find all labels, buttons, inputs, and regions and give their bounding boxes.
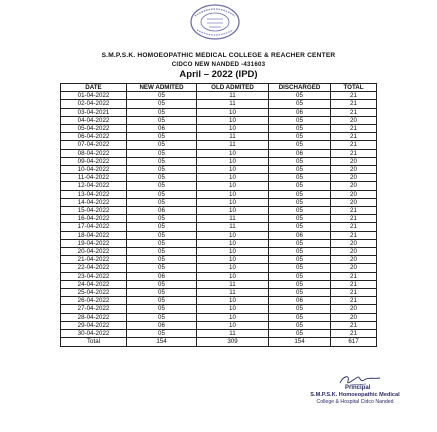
cell-discharged: 05 <box>269 313 331 321</box>
cell-total: 20 <box>331 182 377 190</box>
total-cell-new-admited: 154 <box>127 338 197 346</box>
cell-discharged: 06 <box>269 149 331 157</box>
cell-old-admited: 10 <box>197 207 269 215</box>
cell-total: 20 <box>331 256 377 264</box>
cell-new-admited: 05 <box>127 100 197 108</box>
column-header-discharged: DISCHARGED <box>269 84 331 92</box>
signatory-institution-line2: College & Hospital Cidco Nanded <box>316 399 394 405</box>
total-cell-discharged: 154 <box>269 338 331 346</box>
cell-old-admited: 10 <box>197 166 269 174</box>
table-row <box>61 157 377 165</box>
cell-old-admited: 10 <box>197 174 269 182</box>
cell-date: 05-04-2022 <box>61 125 127 133</box>
signatory-institution-line1: S.M.P.S.K. Homoeopathic Medical <box>310 392 400 398</box>
cell-date: 01-04-2022 <box>61 92 127 100</box>
cell-total: 20 <box>331 157 377 165</box>
total-cell-date: Total <box>61 338 127 346</box>
table-row <box>61 248 377 256</box>
cell-discharged: 05 <box>269 133 331 141</box>
cell-old-admited: 10 <box>197 272 269 280</box>
table-row <box>61 321 377 329</box>
cell-old-admited: 10 <box>197 321 269 329</box>
cell-discharged: 05 <box>269 125 331 133</box>
cell-discharged: 05 <box>269 198 331 206</box>
column-header-old-admited: OLD ADMITED <box>197 84 269 92</box>
cell-new-admited: 05 <box>127 190 197 198</box>
cell-total: 21 <box>331 207 377 215</box>
cell-total: 20 <box>331 190 377 198</box>
cell-date: 04-04-2022 <box>61 116 127 124</box>
table-header-row <box>61 84 377 92</box>
cell-old-admited: 11 <box>197 100 269 108</box>
cell-old-admited: 11 <box>197 280 269 288</box>
cell-discharged: 05 <box>269 207 331 215</box>
college-seal-stamp <box>183 2 247 42</box>
cell-discharged: 05 <box>269 223 331 231</box>
cell-discharged: 06 <box>269 108 331 116</box>
cell-old-admited: 10 <box>197 231 269 239</box>
cell-total: 20 <box>331 264 377 272</box>
cell-total: 21 <box>331 272 377 280</box>
table-body <box>61 92 377 346</box>
report-title: April – 2022 (IPD) <box>179 69 258 80</box>
table-row <box>61 92 377 100</box>
table-row <box>61 207 377 215</box>
cell-total: 21 <box>331 223 377 231</box>
cell-new-admited: 05 <box>127 133 197 141</box>
cell-old-admited: 10 <box>197 157 269 165</box>
cell-old-admited: 11 <box>197 215 269 223</box>
cell-date: 29-04-2022 <box>61 321 127 329</box>
cell-old-admited: 10 <box>197 239 269 247</box>
cell-total: 20 <box>331 116 377 124</box>
cell-total: 20 <box>331 313 377 321</box>
cell-new-admited: 06 <box>127 321 197 329</box>
cell-total: 21 <box>331 297 377 305</box>
column-header-date: DATE <box>61 84 127 92</box>
cell-total: 21 <box>331 133 377 141</box>
table-row <box>61 330 377 338</box>
table-row <box>61 125 377 133</box>
table-row <box>61 239 377 247</box>
cell-date: 07-04-2022 <box>61 141 127 149</box>
cell-total: 21 <box>331 330 377 338</box>
cell-discharged: 05 <box>269 166 331 174</box>
cell-discharged: 05 <box>269 182 331 190</box>
cell-discharged: 05 <box>269 157 331 165</box>
cell-date: 22-04-2022 <box>61 264 127 272</box>
cell-date: 23-04-2022 <box>61 272 127 280</box>
cell-total: 21 <box>331 100 377 108</box>
cell-new-admited: 05 <box>127 289 197 297</box>
cell-date: 27-04-2022 <box>61 305 127 313</box>
cell-date: 18-04-2022 <box>61 231 127 239</box>
cell-date: 12-04-2022 <box>61 182 127 190</box>
cell-total: 20 <box>331 198 377 206</box>
table-row <box>61 313 377 321</box>
cell-date: 25-04-2022 <box>61 289 127 297</box>
cell-old-admited: 11 <box>197 92 269 100</box>
cell-new-admited: 06 <box>127 272 197 280</box>
table-row <box>61 297 377 305</box>
cell-date: 24-04-2022 <box>61 280 127 288</box>
cell-old-admited: 11 <box>197 141 269 149</box>
cell-new-admited: 05 <box>127 256 197 264</box>
cell-date: 08-04-2022 <box>61 149 127 157</box>
cell-new-admited: 05 <box>127 116 197 124</box>
table-row <box>61 116 377 124</box>
cell-new-admited: 05 <box>127 297 197 305</box>
cell-total: 21 <box>331 149 377 157</box>
cell-total: 21 <box>331 215 377 223</box>
cell-discharged: 06 <box>269 231 331 239</box>
cell-total: 20 <box>331 248 377 256</box>
cell-date: 15-04-2022 <box>61 207 127 215</box>
column-header-new-admited: NEW ADMITED <box>127 84 197 92</box>
cell-discharged: 05 <box>269 116 331 124</box>
table-row <box>61 182 377 190</box>
institution-address: CIDCO NEW NANDED -431603 <box>171 61 266 68</box>
cell-new-admited: 05 <box>127 280 197 288</box>
cell-total: 21 <box>331 108 377 116</box>
cell-old-admited: 10 <box>197 248 269 256</box>
cell-discharged: 06 <box>269 297 331 305</box>
cell-new-admited: 05 <box>127 182 197 190</box>
cell-discharged: 05 <box>269 272 331 280</box>
cell-total: 20 <box>331 166 377 174</box>
cell-total: 21 <box>331 280 377 288</box>
cell-date: 21-04-2022 <box>61 256 127 264</box>
cell-total: 21 <box>331 321 377 329</box>
cell-date: 09-04-2022 <box>61 157 127 165</box>
cell-new-admited: 05 <box>127 313 197 321</box>
cell-new-admited: 05 <box>127 264 197 272</box>
cell-date: 16-04-2022 <box>61 215 127 223</box>
cell-new-admited: 05 <box>127 149 197 157</box>
cell-date: 19-04-2022 <box>61 239 127 247</box>
cell-total: 21 <box>331 125 377 133</box>
cell-old-admited: 11 <box>197 133 269 141</box>
cell-discharged: 05 <box>269 92 331 100</box>
table-row <box>61 141 377 149</box>
table-row <box>61 256 377 264</box>
table-row <box>61 190 377 198</box>
table-row <box>61 305 377 313</box>
table-row <box>61 198 377 206</box>
cell-old-admited: 10 <box>197 297 269 305</box>
cell-new-admited: 05 <box>127 239 197 247</box>
table-row <box>61 280 377 288</box>
cell-discharged: 05 <box>269 330 331 338</box>
table-row <box>61 272 377 280</box>
cell-old-admited: 10 <box>197 264 269 272</box>
cell-new-admited: 05 <box>127 223 197 231</box>
cell-old-admited: 10 <box>197 190 269 198</box>
cell-discharged: 05 <box>269 141 331 149</box>
cell-new-admited: 05 <box>127 305 197 313</box>
cell-old-admited: 11 <box>197 330 269 338</box>
cell-date: 02-04-2022 <box>61 100 127 108</box>
table-row <box>61 289 377 297</box>
cell-old-admited: 10 <box>197 198 269 206</box>
total-cell-old-admited: 309 <box>197 338 269 346</box>
table-row <box>61 133 377 141</box>
table-row <box>61 100 377 108</box>
cell-discharged: 05 <box>269 264 331 272</box>
cell-new-admited: 06 <box>127 207 197 215</box>
cell-date: 10-04-2022 <box>61 166 127 174</box>
cell-new-admited: 05 <box>127 92 197 100</box>
cell-date: 17-04-2022 <box>61 223 127 231</box>
cell-discharged: 05 <box>269 280 331 288</box>
cell-new-admited: 05 <box>127 166 197 174</box>
cell-new-admited: 06 <box>127 125 197 133</box>
cell-date: 20-04-2022 <box>61 248 127 256</box>
cell-old-admited: 10 <box>197 125 269 133</box>
cell-total: 21 <box>331 289 377 297</box>
table-row <box>61 174 377 182</box>
cell-discharged: 05 <box>269 321 331 329</box>
cell-new-admited: 05 <box>127 248 197 256</box>
cell-old-admited: 11 <box>197 223 269 231</box>
table-row <box>61 108 377 116</box>
cell-total: 21 <box>331 92 377 100</box>
cell-old-admited: 10 <box>197 108 269 116</box>
cell-total: 20 <box>331 305 377 313</box>
cell-new-admited: 05 <box>127 108 197 116</box>
signatory-title: Principal <box>345 385 371 391</box>
cell-date: 14-04-2022 <box>61 198 127 206</box>
cell-discharged: 05 <box>269 256 331 264</box>
cell-new-admited: 05 <box>127 141 197 149</box>
cell-new-admited: 05 <box>127 198 197 206</box>
cell-total: 21 <box>331 231 377 239</box>
table-row <box>61 231 377 239</box>
cell-date: 13-04-2022 <box>61 190 127 198</box>
cell-discharged: 05 <box>269 239 331 247</box>
cell-date: 30-04-2022 <box>61 330 127 338</box>
cell-new-admited: 05 <box>127 174 197 182</box>
table-row <box>61 149 377 157</box>
cell-discharged: 05 <box>269 305 331 313</box>
cell-date: 06-04-2022 <box>61 133 127 141</box>
table-row <box>61 223 377 231</box>
cell-new-admited: 05 <box>127 215 197 223</box>
cell-total: 20 <box>331 174 377 182</box>
table-row <box>61 166 377 174</box>
cell-discharged: 05 <box>269 190 331 198</box>
cell-old-admited: 11 <box>197 289 269 297</box>
cell-old-admited: 10 <box>197 116 269 124</box>
cell-old-admited: 10 <box>197 313 269 321</box>
cell-new-admited: 05 <box>127 330 197 338</box>
cell-discharged: 05 <box>269 248 331 256</box>
cell-date: 28-04-2022 <box>61 313 127 321</box>
cell-old-admited: 10 <box>197 149 269 157</box>
table-row <box>61 215 377 223</box>
cell-date: 26-04-2022 <box>61 297 127 305</box>
cell-old-admited: 10 <box>197 182 269 190</box>
cell-total: 20 <box>331 239 377 247</box>
cell-total: 21 <box>331 141 377 149</box>
cell-old-admited: 10 <box>197 256 269 264</box>
cell-new-admited: 05 <box>127 157 197 165</box>
column-header-total: TOTAL <box>331 84 377 92</box>
table-total-row <box>61 338 377 346</box>
cell-discharged: 05 <box>269 174 331 182</box>
total-cell-total: 617 <box>331 338 377 346</box>
ipd-report-table <box>60 83 377 347</box>
cell-discharged: 05 <box>269 289 331 297</box>
cell-old-admited: 10 <box>197 305 269 313</box>
cell-discharged: 05 <box>269 215 331 223</box>
cell-new-admited: 05 <box>127 231 197 239</box>
institution-name: S.M.P.S.K. HOMOEOPATHIC MEDICAL COLLEGE & REACHER CENTER <box>101 52 336 59</box>
table-row <box>61 264 377 272</box>
cell-date: 03-04-2021 <box>61 108 127 116</box>
cell-discharged: 05 <box>269 100 331 108</box>
cell-date: 11-04-2022 <box>61 174 127 182</box>
